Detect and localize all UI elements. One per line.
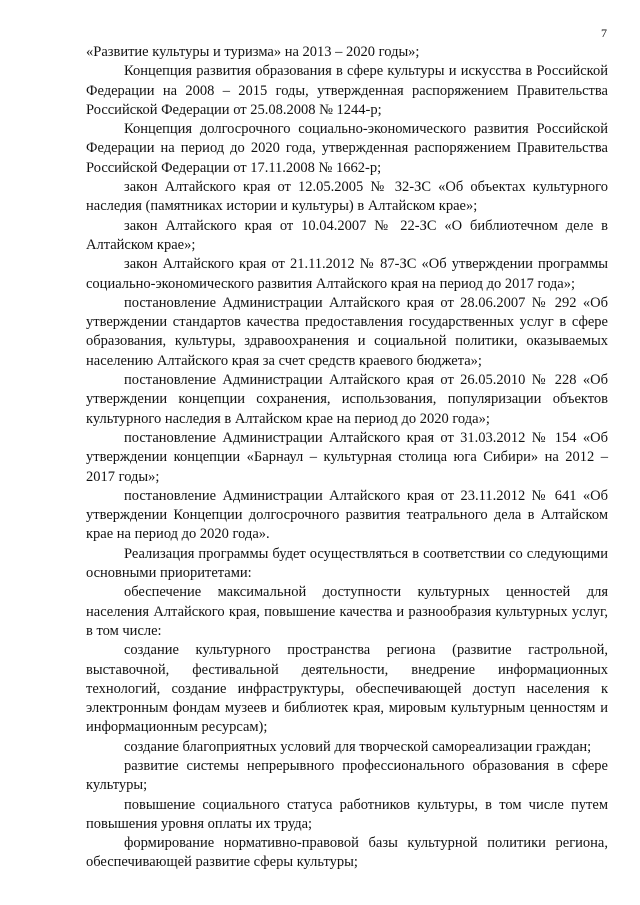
- paragraph: Реализация программы будет осуществляться в соответствии со следующими основными приоритетами:: [86, 545, 608, 582]
- paragraph: Концепция развития образования в сфере культуры и искусства в Российской Федерации на 2008 – 2015 годы, утвержденная распоряжением Правительства Российской Федерации от 25.08.2008 № 1244-р;: [86, 63, 608, 118]
- paragraph: создание благоприятных условий для творческой самореализации граждан;: [124, 738, 592, 755]
- paragraph: постановление Администрации Алтайского края от 28.06.2007 № 292 «Об утверждении стандартов качества предоставления государственных услуг в сфере образования, культуры, здравоохранения и социальной политики, оказываемых населению Алтайского края за счет средств краевого бюджета»;: [86, 294, 608, 369]
- document-body: [86, 43, 608, 873]
- paragraph: закон Алтайского края от 21.11.2012 № 87-ЗС «Об утверждении программы социально-экономического развития Алтайского края на период до 2017 года»;: [86, 256, 608, 292]
- paragraph: закон Алтайского края от 10.04.2007 № 22-ЗС «О библиотечном деле в Алтайском крае»;: [86, 217, 608, 253]
- paragraph: формирование нормативно-правовой базы культурной политики региона, обеспечивающей развитие сферы культуры;: [86, 835, 608, 871]
- paragraph: постановление Администрации Алтайского края от 26.05.2010 № 228 «Об утверждении концепции сохранения, использования, популяризации объектов культурного наследия в Алтайском крае на период до 2020 года»;: [86, 372, 608, 427]
- paragraph: «Развитие культуры и туризма» на 2013 – 2020 годы»;: [86, 44, 420, 60]
- paragraph: развитие системы непрерывного профессионального образования в сфере культуры;: [86, 757, 608, 794]
- page-number: 7: [601, 26, 607, 40]
- paragraph: создание культурного пространства региона (развитие гастрольной, выставочной, фестивальной деятельности, внедрение информационных технологий, создание инфраструктуры, обеспечивающей доступ населения к электронным фондам музеев и библиотек края, мировым культурным ценностям и информационным ресурсам);: [86, 642, 608, 736]
- paragraph: повышение социального статуса работников культуры, в том числе путем повышения уровня оплаты их труда;: [86, 796, 608, 832]
- paragraph: Концепция долгосрочного социально-экономического развития Российской Федерации на период до 2020 года, утвержденная распоряжением Правительства Российской Федерации от 17.11.2008 № 1662-р;: [86, 121, 608, 176]
- paragraph: обеспечение максимальной доступности культурных ценностей для населения Алтайского края, повышение качества и разнообразия культурных услуг, в том числе:: [86, 584, 608, 639]
- paragraph: закон Алтайского края от 12.05.2005 № 32-ЗС «Об объектах культурного наследия (памятниках истории и культуры) в Алтайском крае»;: [86, 179, 608, 215]
- paragraph: постановление Администрации Алтайского края от 31.03.2012 № 154 «Об утверждении концепции «Барнаул – культурная столица юга Сибири» на 2012 – 2017 годы»;: [86, 429, 608, 485]
- paragraph: постановление Администрации Алтайского края от 23.11.2012 № 641 «Об утверждении Концепции долгосрочного развития театрального дела в Алтайском крае на период до 2020 года».: [86, 487, 608, 543]
